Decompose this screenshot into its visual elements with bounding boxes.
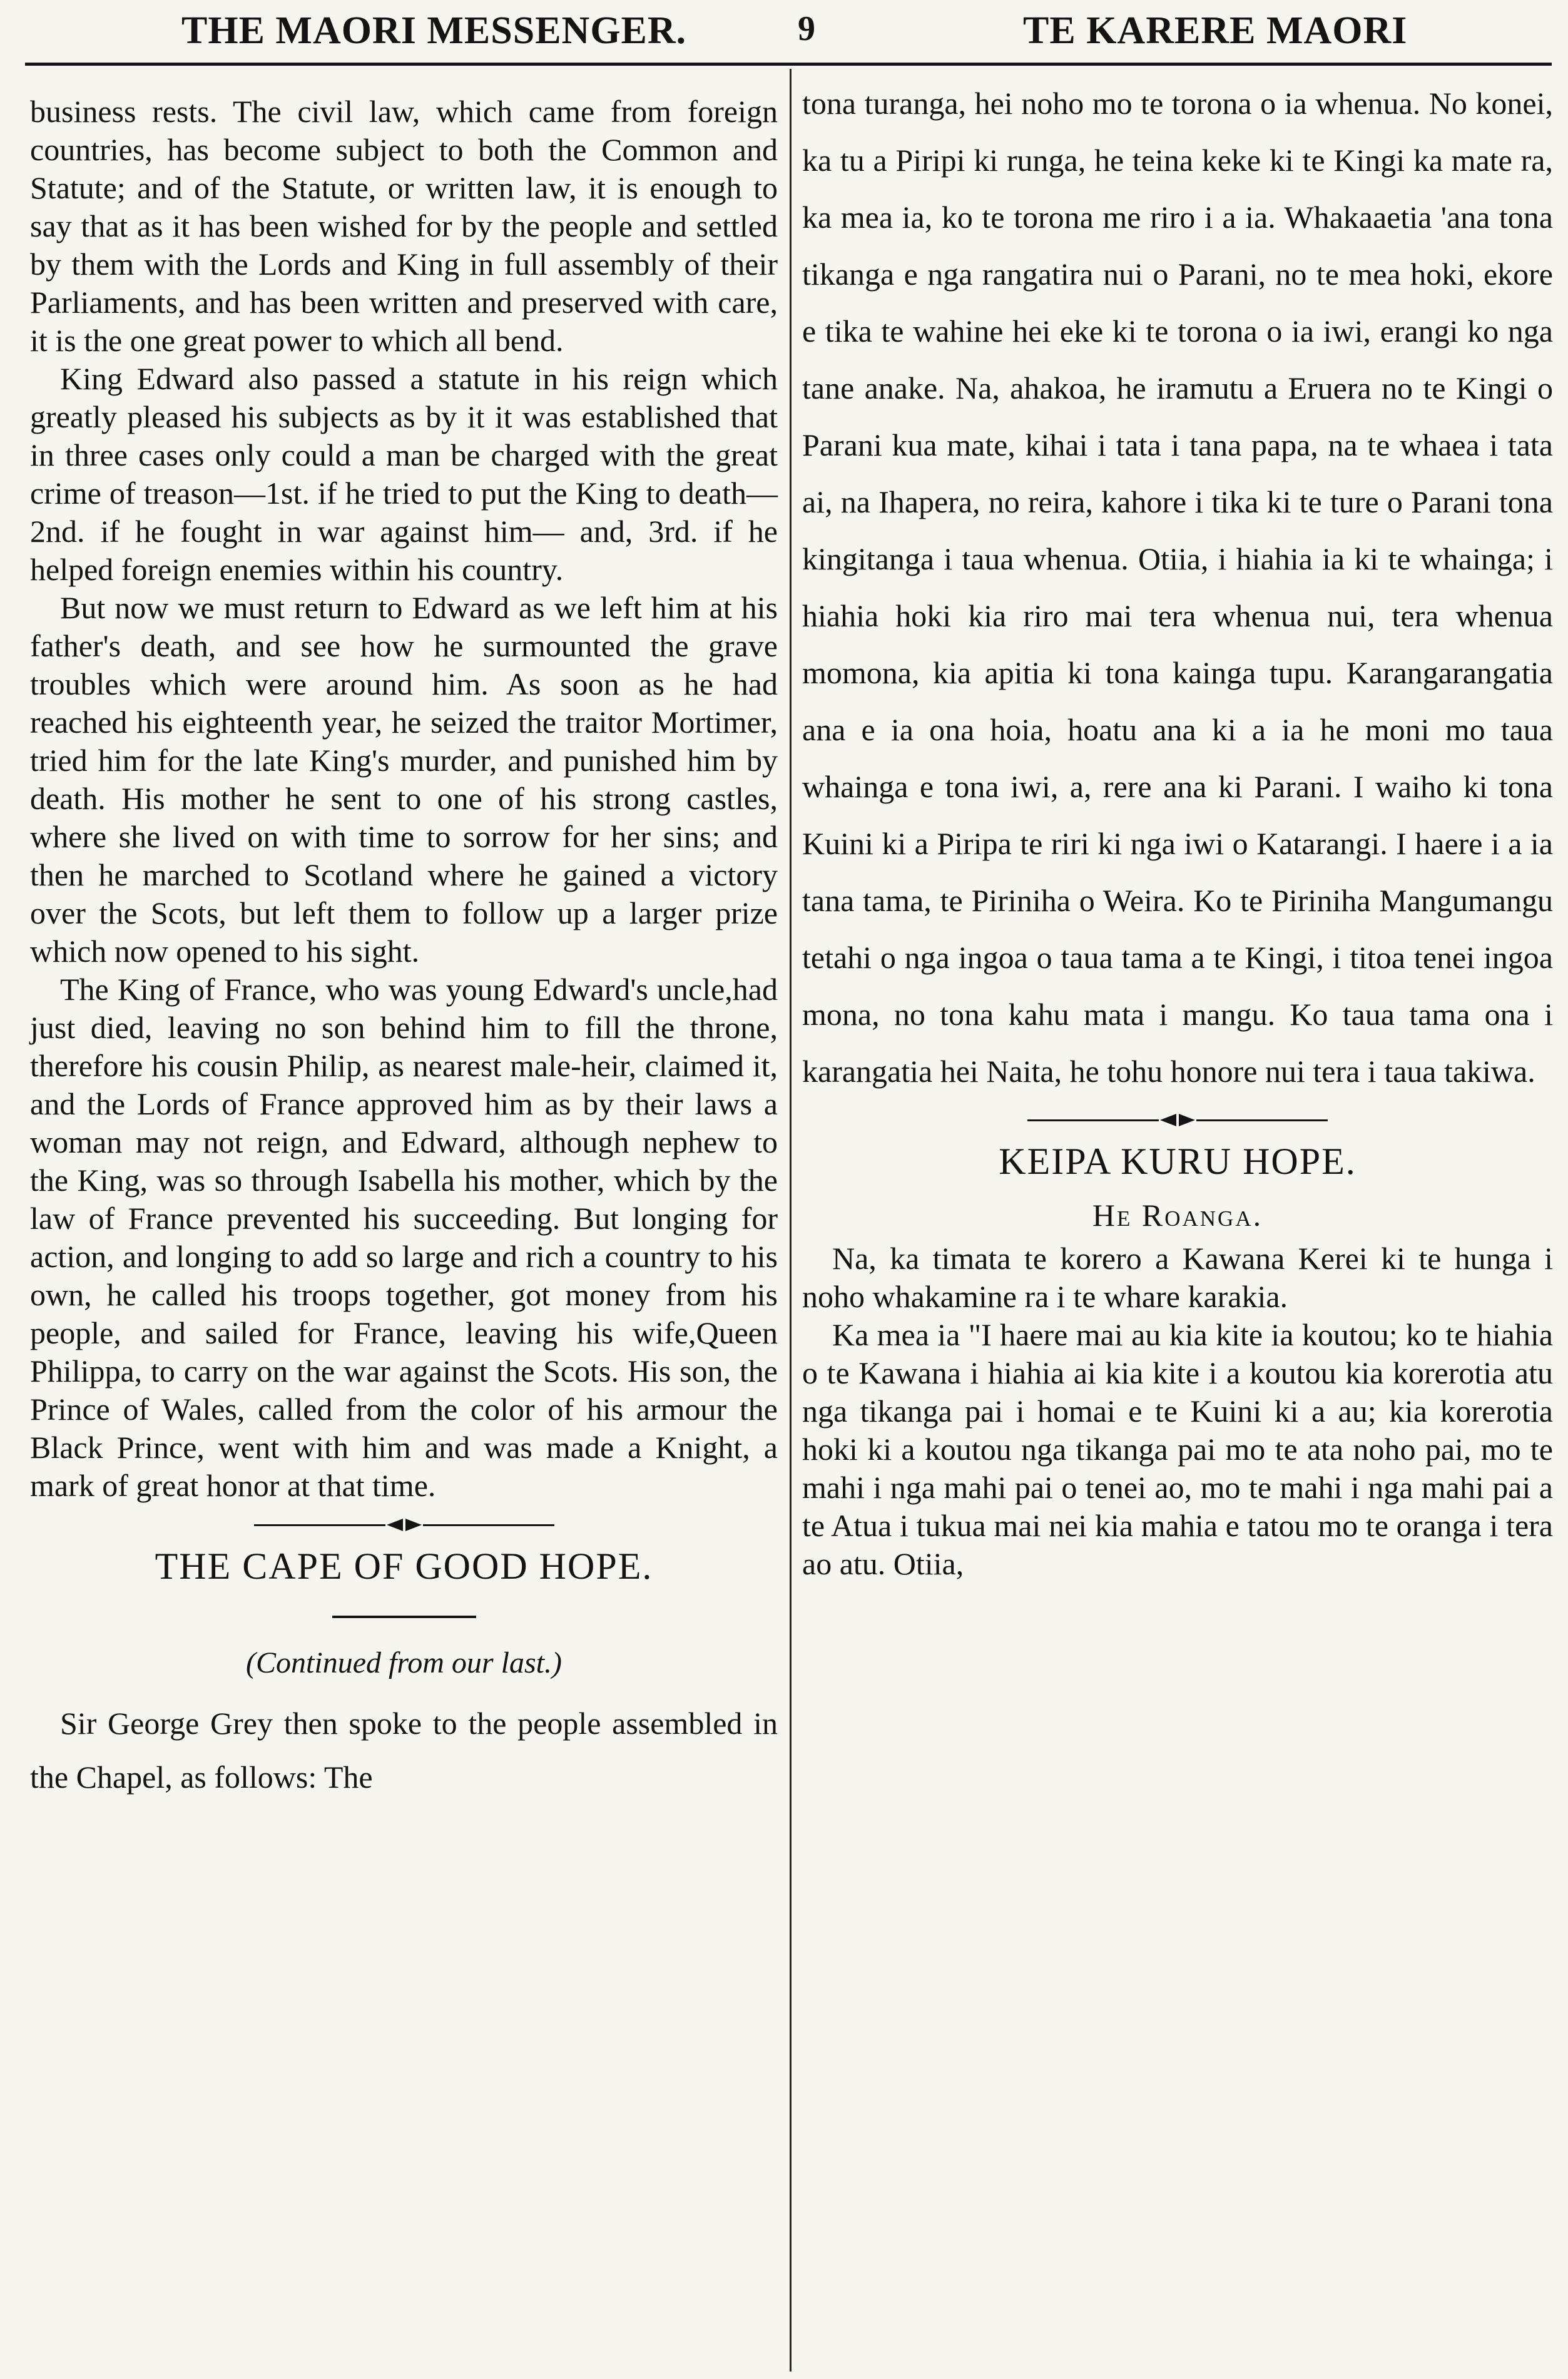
english-column (30, 93, 778, 1804)
page-number: 9 (798, 9, 815, 48)
masthead-english: THE MAORI MESSENGER. (181, 9, 687, 52)
maori-column (802, 75, 1553, 1583)
paragraph: King Edward also passed a statute in his reign which greatly pleased his subjects as by it it was established that in three cases only could a man be charged with the great crime of treason—1st. if he tried to put the King to death—2nd. if he fought in war against him— and, 3rd. if he helped foreign enemies within his country. (30, 361, 778, 587)
paragraph: business rests. The civil law, which came from foreign countries, has become subject to both the Common and Statute; and of the Statute, or written law, it is enough to say that as it has been wished for by the people and settled by them with the Lords and King in full assembly of their Parliaments, and has been written and preserved with care, it is the one great power to which all bend. (30, 94, 778, 358)
ornament-divider (802, 1114, 1553, 1126)
section-title: THE CAPE OF GOOD HOPE. (155, 1546, 653, 1587)
paragraph: Ka mea ia "I haere mai au kia kite ia koutou; ko te hiahia o te Kawana i hiahia ai kia kite i a koutou kia korerotia atu nga tikanga pai i homai e te Kuini ki a au; kia korerotia hoki ki a koutou nga tikanga pai mo te ata noho pai, mo te mahi i nga mahi pai o tenei ao, mo te mahi i nga mahi pai a te Atua i tukua mai nei kia mahia e tatou mo te oranga i tera ao atu. Otiia, (802, 1317, 1553, 1581)
masthead-maori: TE KARERE MAORI (1023, 9, 1408, 52)
column-divider (790, 69, 792, 2371)
sub-title: He Roanga. (1092, 1198, 1263, 1233)
header-rule (25, 63, 1552, 66)
paragraph: Sir George Grey then spoke to the people assembled in the Chapel, as follows: The (30, 1706, 778, 1795)
ornament-divider (30, 1519, 778, 1531)
page-header (0, 0, 1568, 69)
paragraph: Na, ka timata te korero a Kawana Kerei ki te hunga i noho whakamine ra i te whare karakia. (802, 1241, 1553, 1314)
continued-caption: (Continued from our last.) (246, 1646, 562, 1679)
paragraph: But now we must return to Edward as we left him at his father's death, and see how he surmounted the grave troubles which were around him. As soon as he had reached his eighteenth year, he seized the traitor Mortimer, tried him for the late King's murder, and punished him by death. His mother he sent to one of his strong castles, where she lived on with time to sorrow for her sins; and then he marched to Scotland where he gained a victory over the Scots, but left them to follow up a larger prize which now opened to his sight. (30, 590, 778, 969)
paragraph: tona turanga, hei noho mo te torona o ia whenua. No konei, ka tu a Piripi ki runga, he teina keke ki te Kingi ka mate ra, ka mea ia, ko te torona me riro i a ia. Whakaaetia 'ana tona tikanga e nga rangatira nui o Parani, no te mea hoki, ekore e tika te wahine hei eke ki te torona o ia iwi, erangi ko nga tane anake. Na, ahakoa, he iramutu a Eruera no te Kingi o Parani kua mate, kihai i tata i tana papa, na te whaea i tata ai, na Ihapera, no reira, kahore i tika ki te ture o Parani tona kingitanga i taua whenua. Otiia, i hiahia ia ki te whainga; i hiahia hoki kia riro mai tera whenua nui, tera whenua momona, kia apitia ki tona kainga tupu. Karangarangatia ana e ia ona hoia, hoatu ana ki a ia he moni mo taua whainga e tona iwi, a, rere ana ki Parani. I waiho ki tona Kuini ki a Piripa te riri ki nga iwi o Katarangi. I haere i a ia tana tama, te Piriniha o Weira. Ko te Piriniha Mangumangu tetahi o nga ingoa o taua tama a te Kingi, i titoa tenei ingoa mona, no tona kahu mata i mangu. Ko taua tama ona i karangatia hei Naita, he tohu honore nui tera i taua takiwa. (802, 86, 1553, 1089)
section-title: KEIPA KURU HOPE. (999, 1141, 1357, 1182)
short-rule (332, 1616, 476, 1618)
paragraph: The King of France, who was young Edward's uncle,had just died, leaving no son behind him to fill the throne, therefore his cousin Philip, as nearest male-heir, claimed it, and the Lords of France approved him as by their laws a woman may not reign, and Edward, although nephew to the King, was so through Isabella his mother, which by the law of France prevented his succeeding. But longing for action, and longing to add so large and rich a country to his own, he called his troops together, got money from his people, and sailed for France, leaving his wife,Queen Philippa, to carry on the war against the Scots. His son, the Prince of Wales, called from the color of his armour the Black Prince, went with him and was made a Knight, a mark of great honor at that time. (30, 972, 778, 1503)
